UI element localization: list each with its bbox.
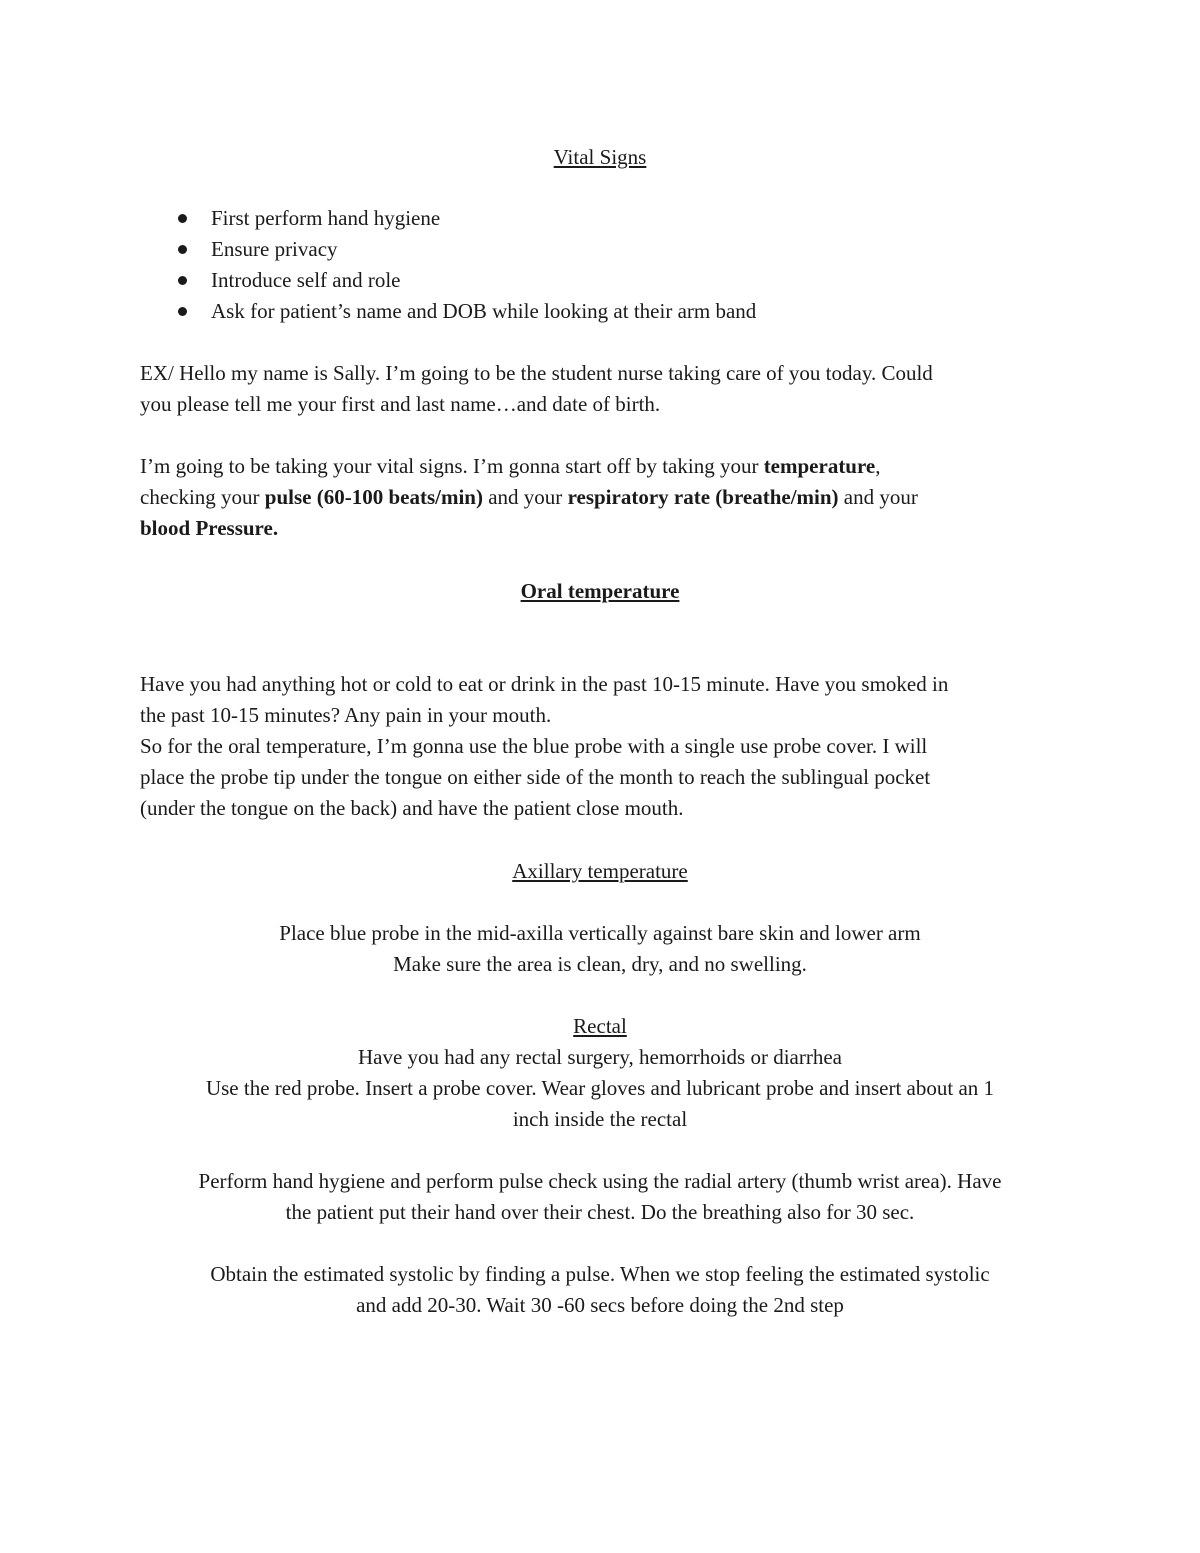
axillary-paragraph: Place blue probe in the mid-axilla vertically against bare skin and lower arm Make sure the area is clean, dry, and no swelling. [279,921,921,976]
bullet-icon [178,214,187,223]
list-item: Introduce self and role [140,265,756,296]
oral-paragraph: Have you had anything hot or cold to eat or drink in the past 10-15 minute. Have you smoked in the past 10-15 minutes? Any pain in your mouth. So for the oral temperature, I’m gonna use the blue probe with a single use probe cover. I will place the probe tip under the tongue on either side of the month to reach the sublingual pocket (under the tongue on the back) and have the patient close mouth. [140,672,949,820]
pulse-paragraph: Perform hand hygiene and perform pulse check using the radial artery (thumb wrist area). Have the patient put their hand over their chest. Do the breathing also for 30 sec. [198,1169,1002,1224]
list-item: Ensure privacy [140,234,756,265]
bullet-icon [178,245,187,254]
axillary-heading: Axillary temperature [512,859,688,883]
checklist [140,203,756,327]
page-title: Vital Signs [553,145,647,169]
oral-heading: Oral temperature [520,579,680,603]
intro-paragraph: EX/ Hello my name is Sally. I’m going to be the student nurse taking care of you today. Could you please tell me your first and last name…and date of birth. [140,361,933,416]
list-item: Ask for patient’s name and DOB while looking at their arm band [140,296,756,327]
list-item: First perform hand hygiene [140,203,756,234]
bullet-icon [178,276,187,285]
vitals-paragraph: I’m going to be taking your vital signs. I’m gonna start off by taking your temperature, checking your pulse (60-100 beats/min) and your respiratory rate (breathe/min) and your blood Pressure. [140,454,918,540]
systolic-paragraph: Obtain the estimated systolic by finding a pulse. When we stop feeling the estimated systolic and add 20-30. Wait 30 -60 secs before doing the 2nd step [210,1262,990,1317]
bullet-icon [178,307,187,316]
rectal-paragraph: Have you had any rectal surgery, hemorrhoids or diarrhea Use the red probe. Insert a probe cover. Wear gloves and lubricant probe and insert about an 1 inch inside the rectal [205,1045,995,1131]
rectal-heading: Rectal [573,1014,627,1038]
